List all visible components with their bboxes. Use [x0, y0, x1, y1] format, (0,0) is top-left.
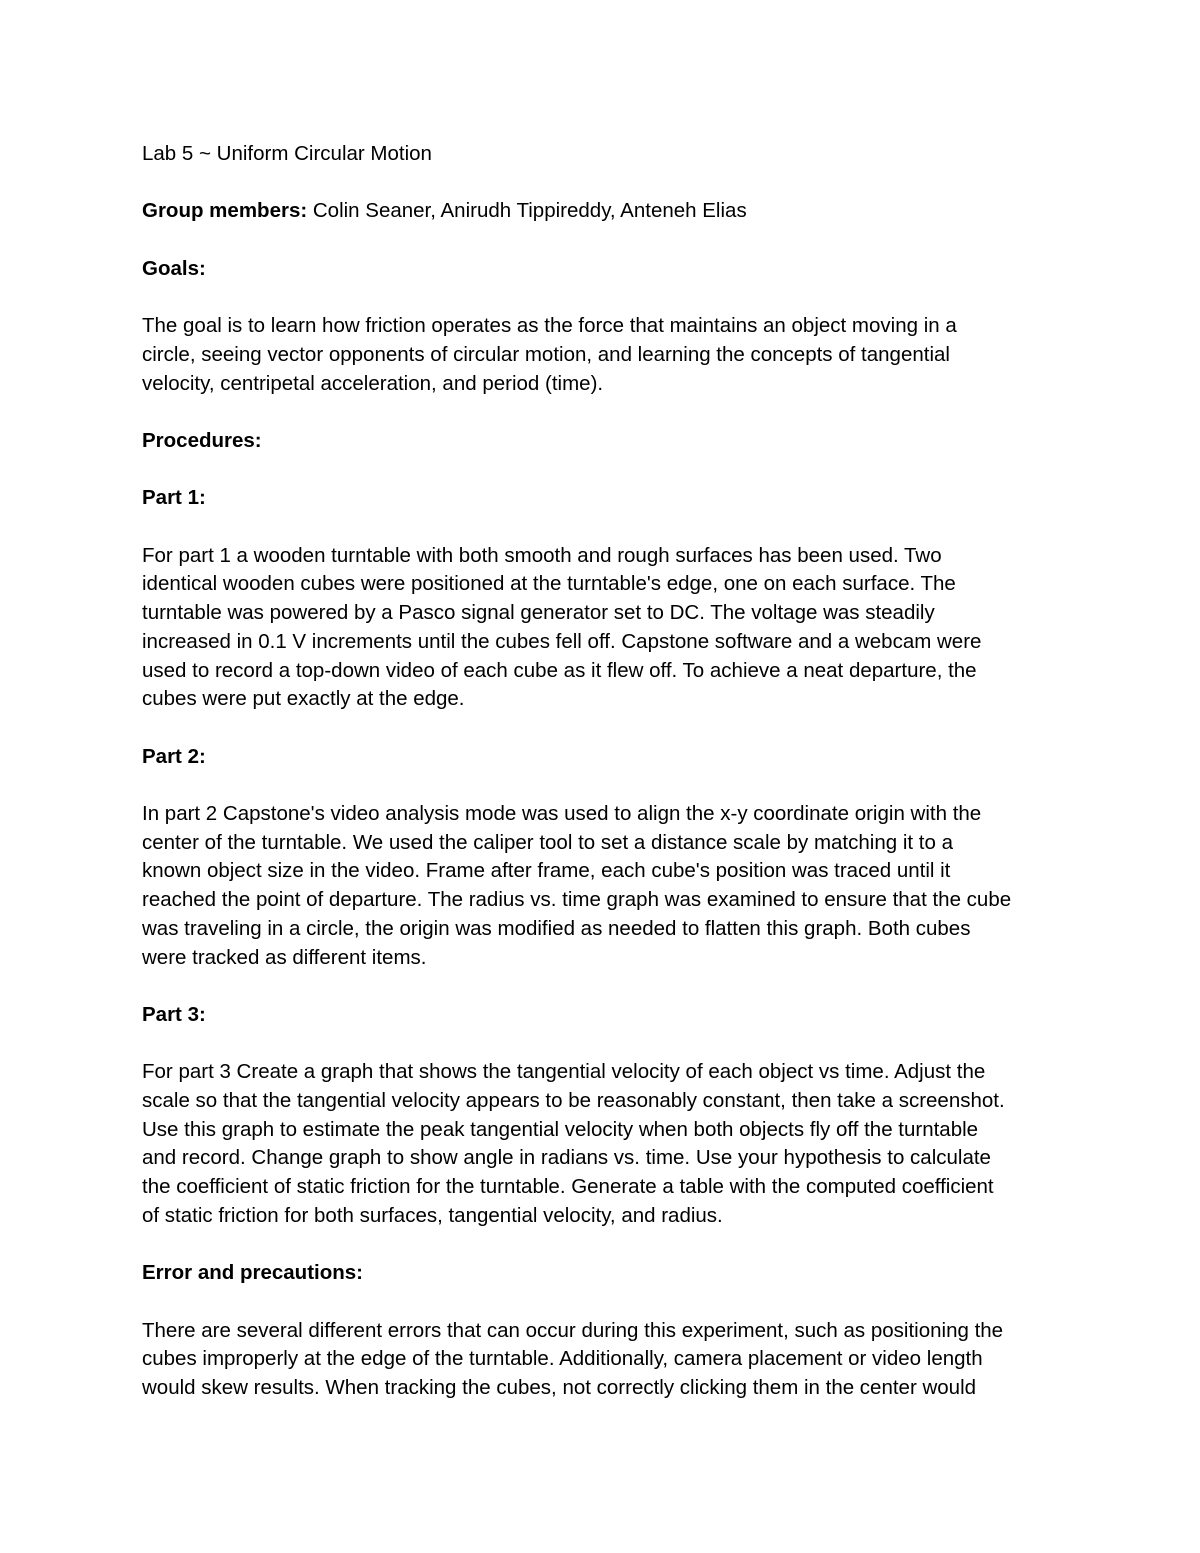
part1-paragraph: [142, 542, 1072, 714]
paragraph-line: circle, seeing vector opponents of circular motion, and learning the concepts of tangential: [142, 342, 950, 366]
paragraph-line: used to record a top-down video of each cube as it flew off. To achieve a neat departure, the: [142, 658, 977, 682]
paragraph-line: were tracked as different items.: [142, 945, 427, 969]
part1-heading: Part 1:: [142, 486, 206, 510]
goals-paragraph: [142, 312, 1072, 398]
paragraph-line: increased in 0.1 V increments until the cubes fell off. Capstone software and a webcam were: [142, 629, 982, 653]
procedures-heading: Procedures:: [142, 428, 262, 452]
group-members-line: [142, 197, 1072, 226]
paragraph-line: center of the turntable. We used the caliper tool to set a distance scale by matching it to a: [142, 830, 953, 854]
group-members-label: Group members:: [142, 199, 308, 223]
paragraph-line: the coefficient of static friction for the turntable. Generate a table with the computed coefficient: [142, 1175, 994, 1199]
paragraph-line: For part 1 a wooden turntable with both smooth and rough surfaces has been used. Two: [142, 543, 942, 567]
document-page: [142, 140, 1072, 1403]
paragraph-line: scale so that the tangential velocity appears to be reasonably constant, then take a screenshot.: [142, 1089, 1005, 1113]
paragraph-line: and record. Change graph to show angle in radians vs. time. Use your hypothesis to calculate: [142, 1146, 991, 1170]
part2-paragraph: [142, 800, 1072, 972]
paragraph-line: Use this graph to estimate the peak tangential velocity when both objects fly off the turntable: [142, 1117, 979, 1141]
paragraph-line: reached the point of departure. The radius vs. time graph was examined to ensure that the cube: [142, 888, 1012, 912]
goals-heading: Goals:: [142, 256, 206, 280]
paragraph-line: For part 3 Create a graph that shows the tangential velocity of each object vs time. Adjust the: [142, 1060, 986, 1084]
errors-paragraph: [142, 1317, 1072, 1403]
errors-heading: Error and precautions:: [142, 1261, 363, 1285]
paragraph-line: known object size in the video. Frame after frame, each cube's position was traced until it: [142, 859, 951, 883]
part2-heading: Part 2:: [142, 744, 206, 768]
document-title: Lab 5 ~ Uniform Circular Motion: [142, 142, 432, 165]
part3-paragraph: [142, 1058, 1072, 1230]
paragraph-line: turntable was powered by a Pasco signal generator set to DC. The voltage was steadily: [142, 601, 935, 625]
part3-heading: Part 3:: [142, 1002, 206, 1026]
paragraph-line: cubes improperly at the edge of the turntable. Additionally, camera placement or video length: [142, 1347, 983, 1371]
paragraph-line: In part 2 Capstone's video analysis mode was used to align the x-y coordinate origin with the: [142, 802, 982, 826]
paragraph-line: velocity, centripetal acceleration, and period (time).: [142, 371, 604, 395]
paragraph-line: cubes were put exactly at the edge.: [142, 687, 465, 711]
paragraph-line: The goal is to learn how friction operates as the force that maintains an object moving in a: [142, 314, 957, 338]
group-members-names: Colin Seaner, Anirudh Tippireddy, Anteneh Elias: [307, 199, 747, 223]
paragraph-line: of static friction for both surfaces, tangential velocity, and radius.: [142, 1203, 723, 1227]
paragraph-line: would skew results. When tracking the cubes, not correctly clicking them in the center would: [142, 1376, 977, 1400]
paragraph-line: identical wooden cubes were positioned at the turntable's edge, one on each surface. The: [142, 572, 956, 596]
paragraph-line: There are several different errors that can occur during this experiment, such as positioning the: [142, 1318, 1004, 1342]
paragraph-line: was traveling in a circle, the origin was modified as needed to flatten this graph. Both cubes: [142, 916, 971, 940]
